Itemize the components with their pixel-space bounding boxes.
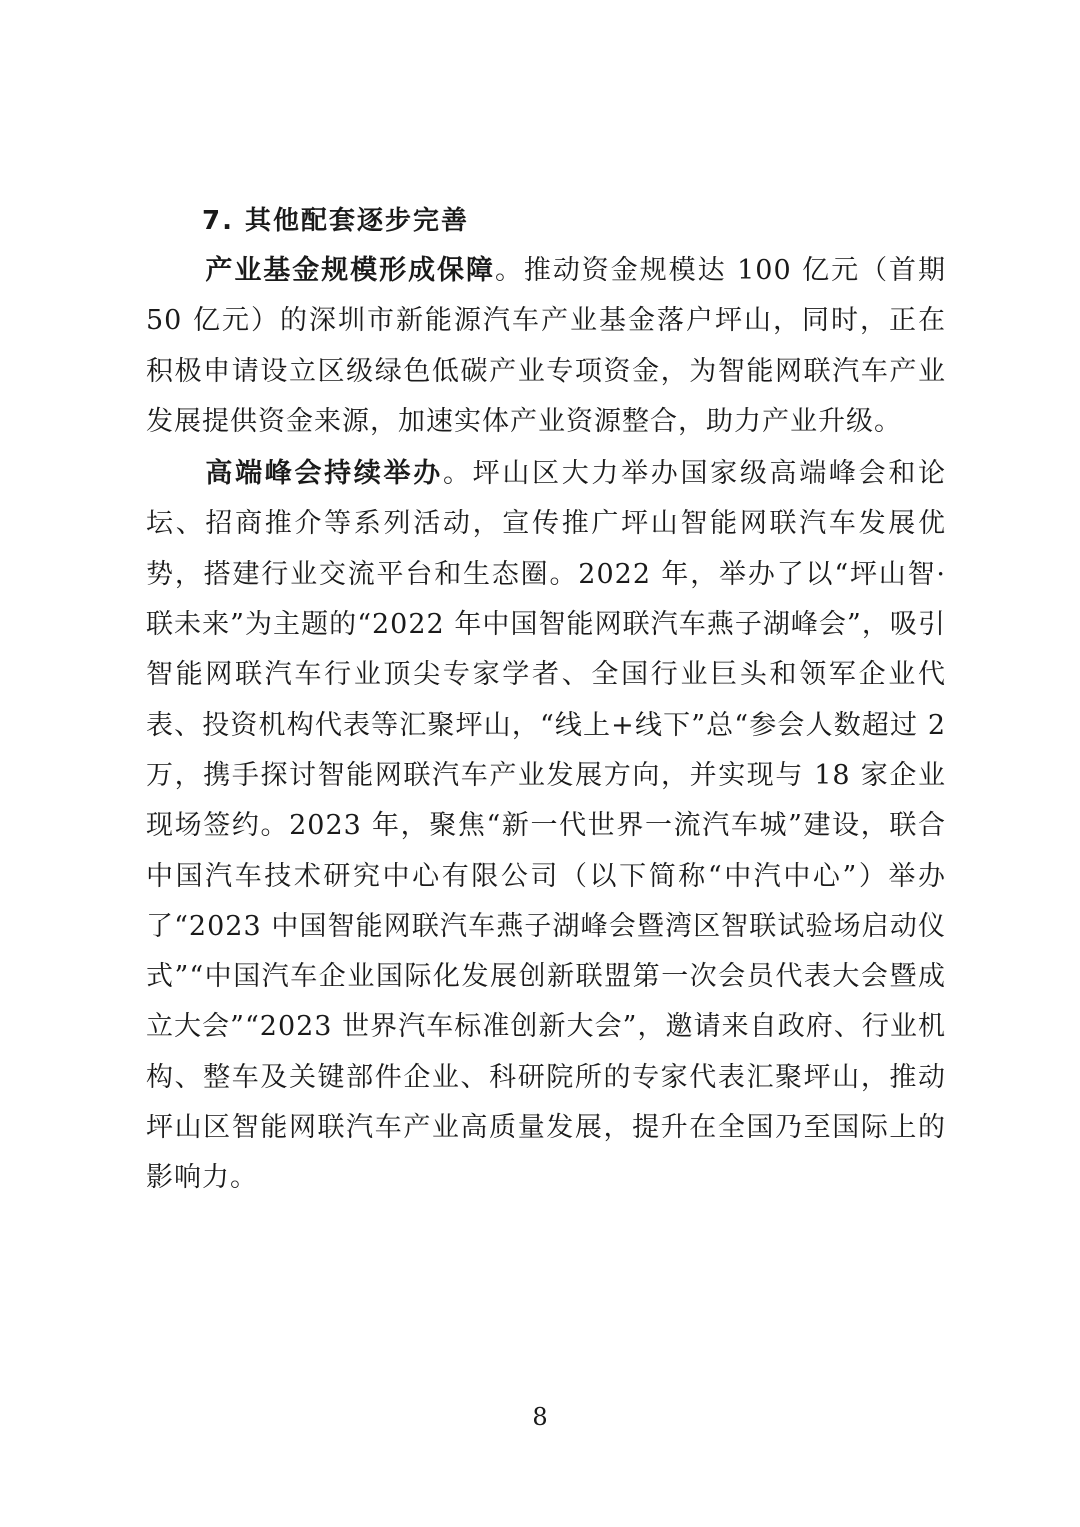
document-body: [146, 196, 946, 1204]
paragraph-text: 。推动资金规模达 100 亿元（首期 50 亿元）的深圳市新能源汽车产业基金落户坪山，同时，正在积极申请设立区级绿色低碳产业专项资金，为智能网联汽车产业发展提供资金来源，加速实体产业资源整合，助力产业升级。: [146, 255, 946, 437]
paragraph-lead: 高端峰会持续举办: [205, 458, 443, 490]
paragraph-text: 。坪山区大力举办国家级高端峰会和论坛、招商推介等系列活动，宣传推广坪山智能网联汽车发展优势，搭建行业交流平台和生态圈。2022 年，举办了以“坪山智·联未来”为主题的“2022 年中国智能网联汽车燕子湖峰会”，吸引智能网联汽车行业顶尖专家学者、全国行业巨头和领军企业代表、投资机构代表等汇聚坪山，“线上+线下”总“参会人数超过 2 万，携手探讨智能网联汽车产业发展方向，并实现与 18 家企业现场签约。2023 年，聚焦“新一代世界一流汽车城”建设，联合中国汽车技术研究中心有限公司（以下简称“中汽中心”）举办了“2023 中国智能网联汽车燕子湖峰会暨湾区智联试验场启动仪式”“中国汽车企业国际化发展创新联盟第一次会员代表大会暨成立大会”“2023 世界汽车标准创新大会”，邀请来自政府、行业机构、整车及关键部件企业、科研院所的专家代表汇聚坪山，推动坪山区智能网联汽车产业高质量发展，提升在全国乃至国际上的影响力。: [146, 458, 947, 1194]
paragraph-lead: 产业基金规模形成保障: [205, 255, 495, 286]
paragraph-industry-fund: [146, 246, 946, 447]
section-heading: [146, 196, 946, 246]
paragraph-summit: [146, 449, 946, 1203]
page-number: 8: [532, 1403, 548, 1431]
section-number: 7.: [202, 206, 234, 236]
section-title: 其他配套逐步完善: [245, 206, 470, 236]
